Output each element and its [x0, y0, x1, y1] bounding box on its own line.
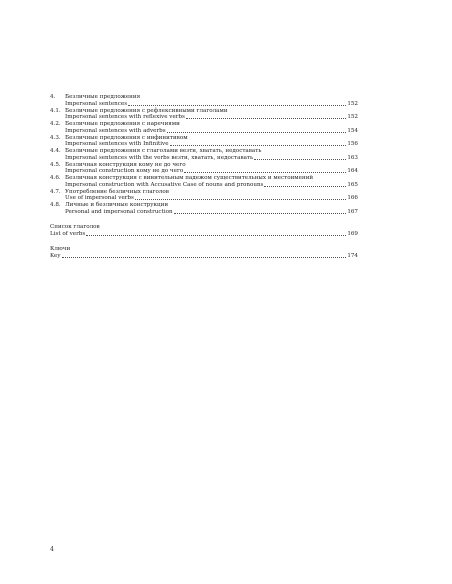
- toc-entry-verbs: [50, 224, 358, 237]
- toc-entry-4: [50, 94, 358, 107]
- leader-dots: [174, 209, 347, 214]
- toc-title-en: List of verbs: [50, 230, 86, 237]
- toc-number: 4.3.: [50, 134, 61, 141]
- leader-dots: [167, 128, 347, 133]
- toc-title-en: Impersonal sentences with adverbs: [65, 127, 166, 134]
- toc-title-ru: Безличные предложения с глаголами везти, хватать, недоставать: [65, 148, 262, 154]
- toc-page: 165: [347, 181, 358, 188]
- toc-number: 4.2.: [50, 121, 61, 127]
- toc-title-en: Impersonal sentences with the verbs везти, хватать, недоставать: [65, 154, 254, 161]
- toc-entry-4-2: [50, 121, 358, 134]
- toc-entry-key: [50, 246, 358, 259]
- leader-dots: [170, 141, 347, 146]
- toc-title-ru: Безличные предложения с рефлексивными глаголами: [65, 107, 228, 114]
- toc-page: 174: [347, 252, 358, 259]
- toc-title-en: Key: [50, 252, 61, 259]
- toc-title-en: Personal and impersonal construction: [65, 208, 173, 215]
- page-number: 4: [50, 546, 54, 553]
- table-of-contents: [50, 94, 358, 259]
- leader-dots: [254, 155, 346, 160]
- leader-dots: [62, 253, 347, 258]
- leader-dots: [86, 231, 346, 236]
- toc-title-ru: Безличная конструкция с винительным падежом существительных и местоимений: [65, 175, 314, 181]
- toc-title-ru: Список глаголов: [50, 224, 100, 230]
- leader-dots: [186, 114, 346, 119]
- toc-entry-4-4: [50, 148, 358, 161]
- toc-number: 4.5.: [50, 161, 61, 168]
- toc-page: 152: [347, 114, 358, 120]
- toc-entry-4-3: [50, 135, 358, 148]
- toc-page: 154: [347, 127, 358, 134]
- leader-dots: [128, 101, 346, 106]
- toc-title-ru: Безличная конструкция кому не до чего: [65, 161, 186, 168]
- toc-entry-4-8: [50, 202, 358, 215]
- toc-number: 4.6.: [50, 175, 61, 181]
- toc-entry-4-7: [50, 189, 358, 202]
- toc-page: 169: [347, 230, 358, 237]
- toc-page: 163: [347, 154, 358, 161]
- toc-page: 156: [347, 141, 358, 147]
- toc-title-en: Impersonal construction кому не до чего: [65, 168, 184, 174]
- toc-title-en: Impersonal sentences with reflexive verbs: [65, 114, 185, 120]
- toc-entry-4-5: [50, 162, 358, 175]
- toc-number: 4.7.: [50, 188, 61, 195]
- toc-title-en: Use of impersonal verbs: [65, 195, 134, 201]
- toc-number: 4.8.: [50, 202, 61, 208]
- toc-page: 167: [347, 208, 358, 215]
- toc-number: 4.: [50, 94, 56, 100]
- leader-dots: [184, 168, 346, 173]
- toc-title-ru: Употребление безличных глаголов: [65, 188, 169, 195]
- toc-entry-4-1: [50, 108, 358, 121]
- toc-page: 166: [347, 195, 358, 201]
- toc-title-ru: Личные и безличные конструкции: [65, 202, 169, 208]
- toc-title-ru: Безличные предложения с наречиями: [65, 121, 180, 127]
- toc-title-en: Impersonal sentences: [65, 100, 128, 107]
- toc-title-en: Impersonal construction with Accusative Case of nouns and pronouns: [65, 181, 264, 188]
- toc-number: 4.1.: [50, 107, 61, 114]
- toc-page: 164: [347, 168, 358, 174]
- toc-title-ru: Безличные предложения с инфинитивом: [65, 134, 188, 141]
- toc-page: 152: [347, 100, 358, 107]
- toc-entry-4-6: [50, 175, 358, 188]
- toc-title-en: Impersonal sentences with Infinitive: [65, 141, 169, 147]
- leader-dots: [135, 195, 346, 200]
- leader-dots: [264, 182, 346, 187]
- toc-title-ru: Безличные предложения: [65, 94, 141, 100]
- toc-number: 4.4.: [50, 148, 61, 154]
- toc-title-ru: Ключи: [50, 246, 71, 252]
